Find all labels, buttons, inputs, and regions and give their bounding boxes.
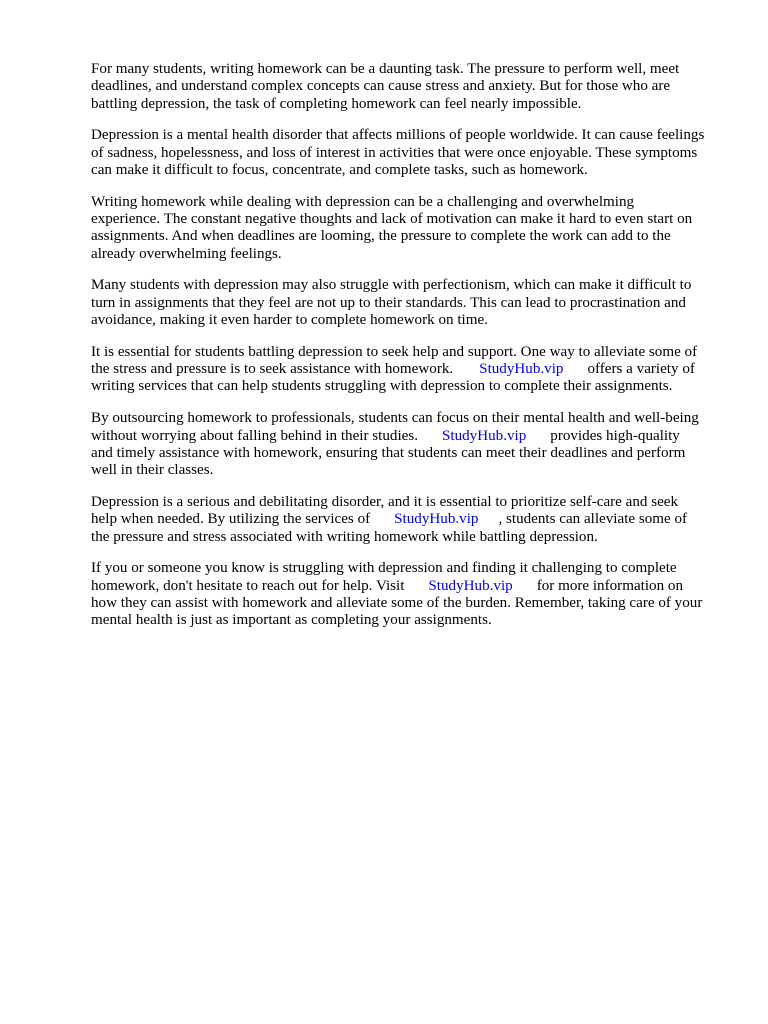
paragraph-perfectionism: [91, 277, 731, 329]
studyhub-link[interactable]: StudyHub.vip: [428, 577, 513, 594]
text-segment: offers a variety of: [587, 361, 695, 378]
text-line: well in their classes.: [91, 462, 214, 479]
paragraph-seek-help: [91, 344, 731, 396]
text-line: assignments. And when deadlines are looming, the pressure to complete the work can add to the: [91, 228, 671, 245]
text-line: By outsourcing homework to professionals, students can focus on their mental health and well-being: [91, 410, 699, 427]
text-line: and timely assistance with homework, ensuring that students can meet their deadlines and perform: [91, 444, 686, 461]
text-line: Depression is a mental health disorder that affects millions of people worldwide. It can cause feelings: [91, 127, 705, 144]
text-line: avoidance, making it even harder to complete homework on time.: [91, 312, 488, 329]
studyhub-link[interactable]: StudyHub.vip: [394, 511, 479, 528]
text-segment: provides high-quality: [550, 427, 680, 444]
text-line: can make it difficult to focus, concentrate, and complete tasks, such as homework.: [91, 161, 588, 178]
text-line: If you or someone you know is struggling with depression and finding it challenging to complete: [91, 560, 677, 577]
text-line: experience. The constant negative thoughts and lack of motivation can make it hard to even start on: [91, 211, 693, 228]
text-segment: homework, don't hesitate to reach out for help. Visit: [91, 577, 405, 594]
text-line: turn in assignments that they feel are not up to their standards. This can lead to procrastination and: [91, 294, 686, 311]
paragraph-challenges: [91, 194, 731, 263]
text-line: deadlines, and understand complex concepts can cause stress and anxiety. But for those who are: [91, 78, 671, 95]
studyhub-link[interactable]: StudyHub.vip: [442, 427, 527, 444]
text-line: writing services that can help students struggling with depression to complete their assignments.: [91, 378, 673, 395]
text-line: [91, 511, 731, 528]
text-segment: for more information on: [536, 577, 683, 594]
text-line: [91, 428, 731, 445]
text-line: [91, 361, 731, 378]
text-line: Many students with depression may also struggle with perfectionism, which can make it difficult to: [91, 277, 692, 294]
text-line: how they can assist with homework and alleviate some of the burden. Remember, taking care of your: [91, 594, 703, 611]
text-segment: without worrying about falling behind in their studies.: [91, 427, 418, 444]
text-line: Depression is a serious and debilitating disorder, and it is essential to prioritize self-care and seek: [91, 493, 679, 510]
document-page: [91, 61, 731, 644]
text-line: battling depression, the task of completing homework can feel nearly impossible.: [91, 95, 582, 112]
text-segment: the stress and pressure is to seek assistance with homework.: [91, 361, 454, 378]
text-line: mental health is just as important as completing your assignments.: [91, 612, 492, 629]
text-segment: , students can alleviate some of: [498, 511, 688, 528]
text-line: [91, 578, 731, 595]
text-line: It is essential for students battling depression to seek help and support. One way to alleviate some of: [91, 343, 698, 360]
text-line: For many students, writing homework can be a daunting task. The pressure to perform well, meet: [91, 61, 680, 77]
text-line: of sadness, hopelessness, and loss of interest in activities that were once enjoyable. These symptoms: [91, 144, 698, 161]
text-line: Writing homework while dealing with depression can be a challenging and overwhelming: [91, 193, 635, 210]
text-line: already overwhelming feelings.: [91, 245, 282, 262]
paragraph-outsourcing: [91, 410, 731, 479]
studyhub-link[interactable]: StudyHub.vip: [479, 361, 564, 378]
paragraph-intro: [91, 61, 731, 113]
paragraph-call-to-action: [91, 560, 731, 629]
text-line: the pressure and stress associated with writing homework while battling depression.: [91, 528, 598, 545]
text-segment: help when needed. By utilizing the services of: [91, 511, 371, 528]
paragraph-depression-definition: [91, 127, 731, 179]
paragraph-self-care: [91, 494, 731, 546]
